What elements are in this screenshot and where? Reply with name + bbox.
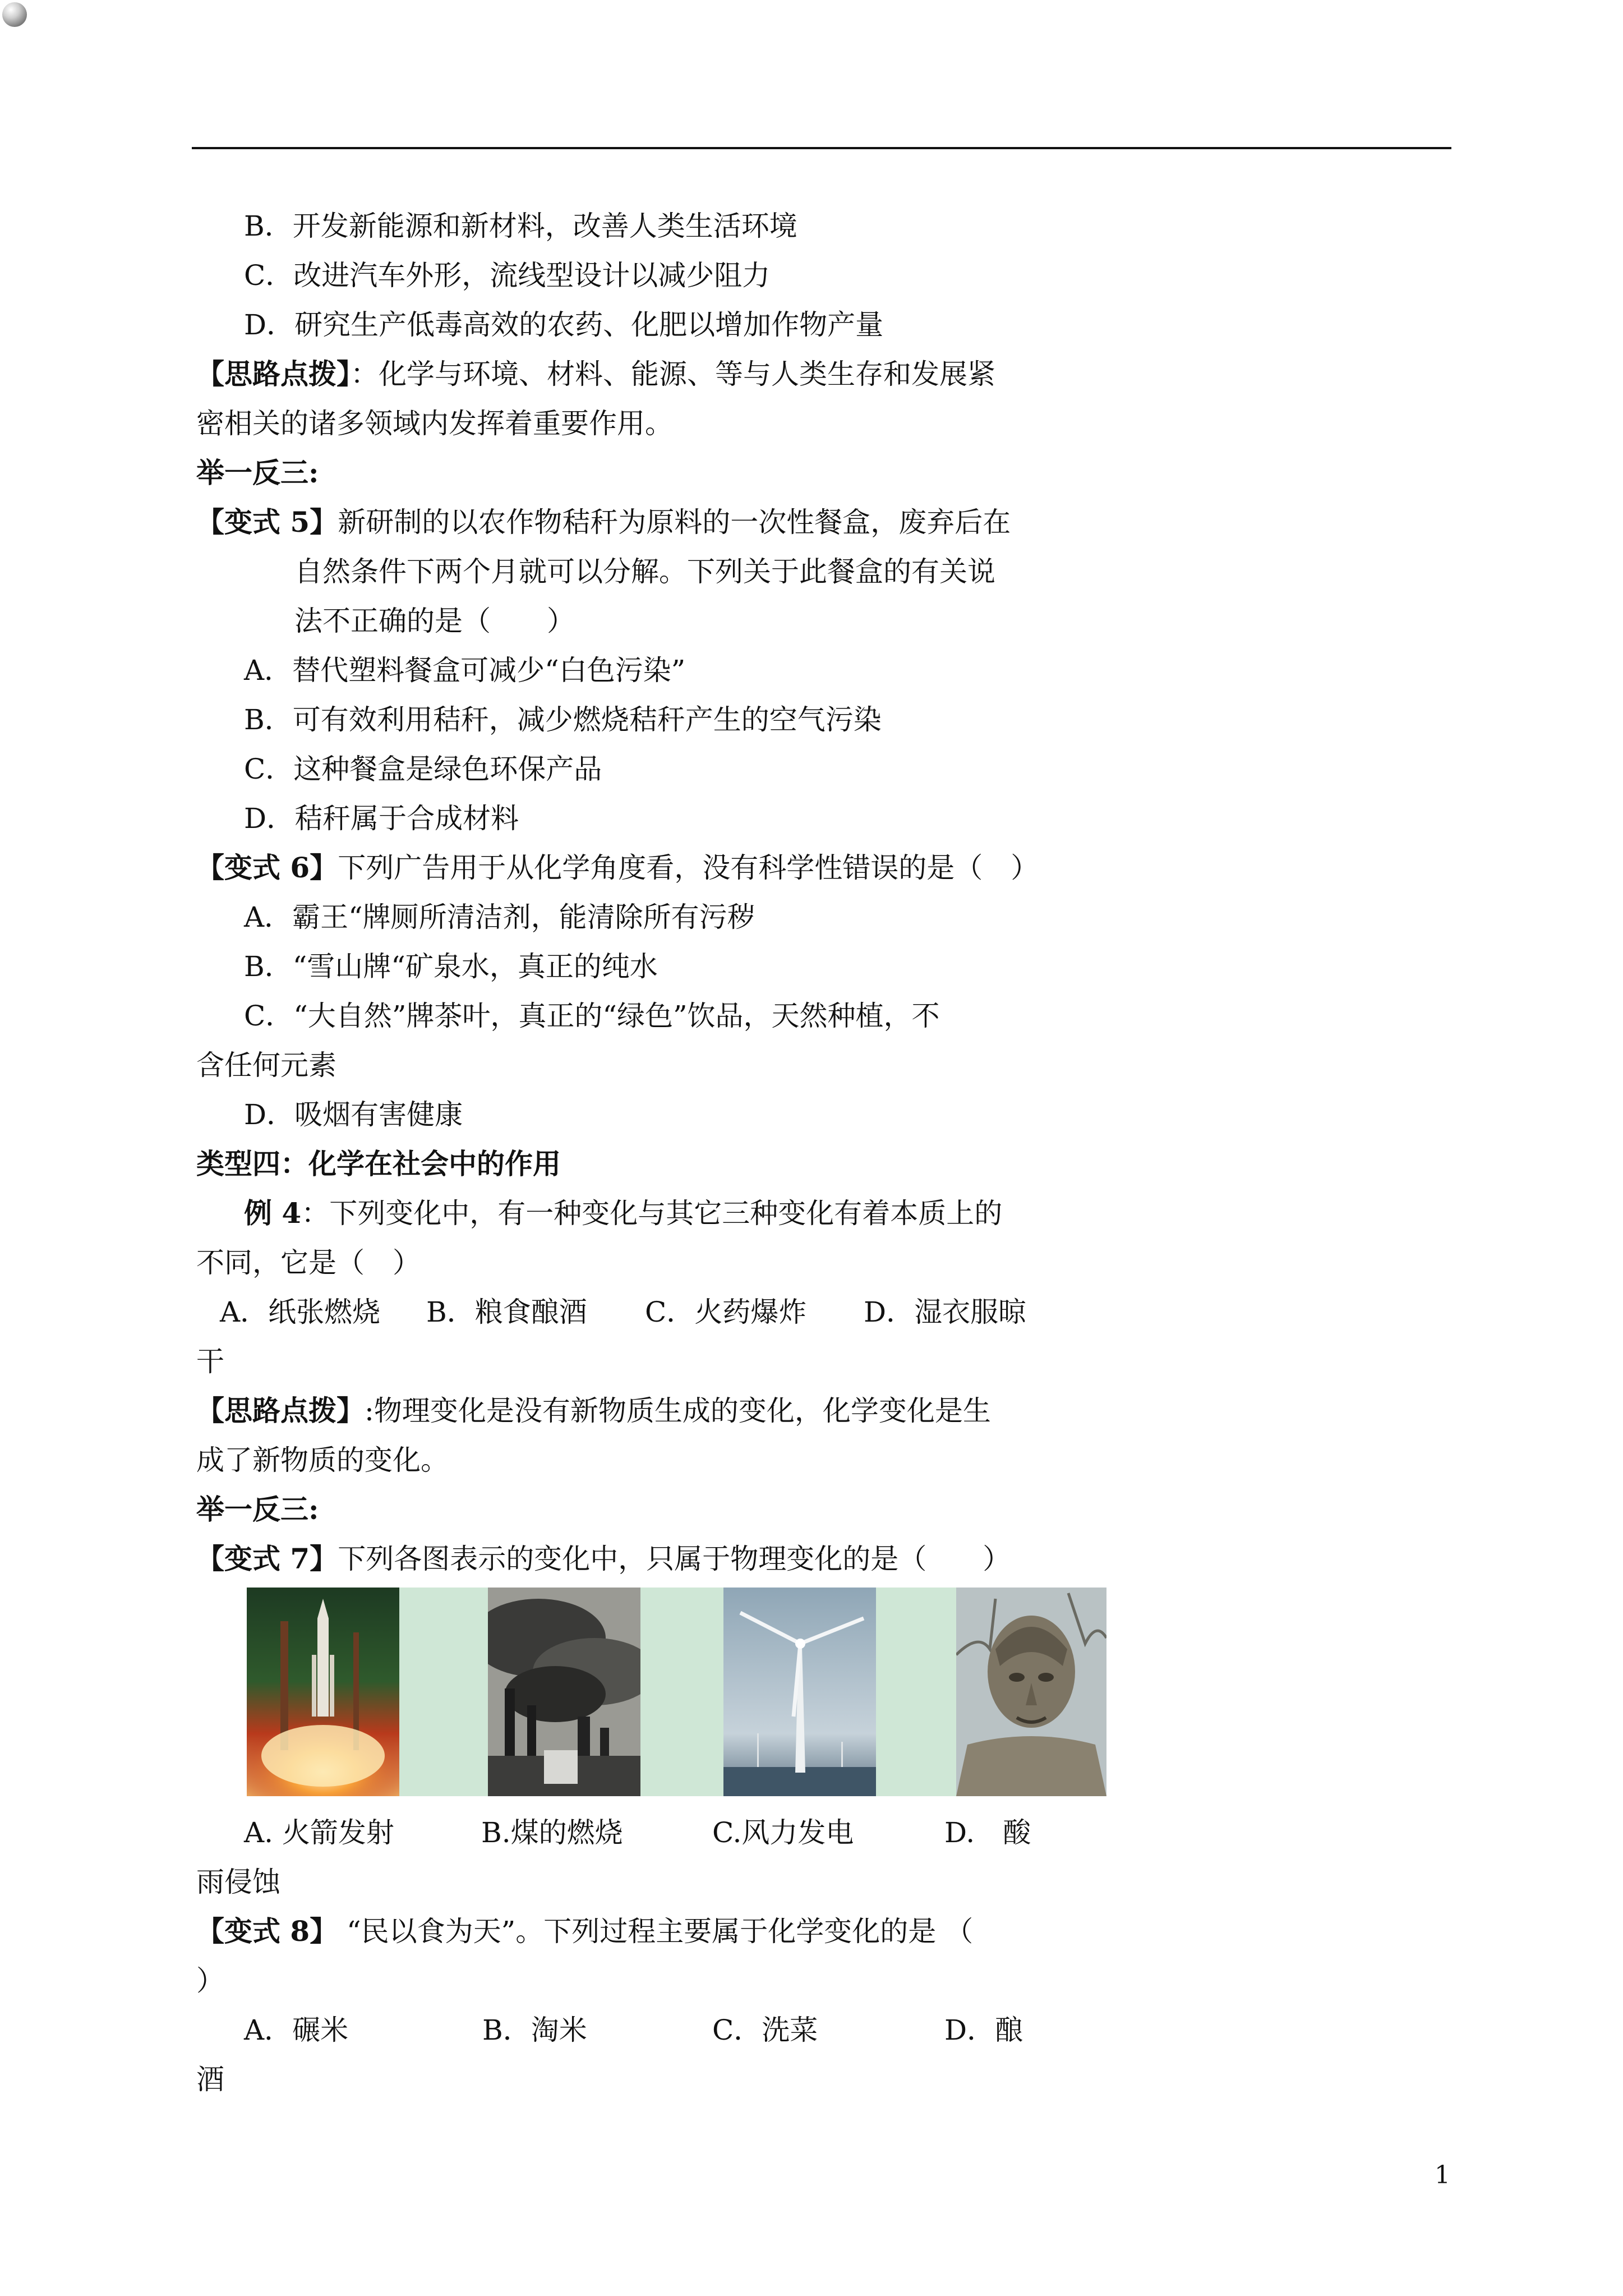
hint-text-2: :物理变化是没有新物质生成的变化，化学变化是生 xyxy=(365,1395,991,1427)
variant-6-option-c-continuation: 含任何元素 xyxy=(196,1049,336,1082)
hint-text: ：化学与环境、材料、能源、等与人类生存和发展紧 xyxy=(351,358,995,390)
variant-8-continuation: ） xyxy=(196,1964,224,1997)
header-rule xyxy=(192,147,1451,149)
variant-8-option-d: D．酿 xyxy=(944,2014,1023,2046)
variant-5-continuation-2: 法不正确的是（ ） xyxy=(294,605,575,637)
option-b-line: B．开发新能源和新材料，改善人类生活环境 xyxy=(244,210,797,242)
variant-7-option-d-continuation: 雨侵蚀 xyxy=(196,1866,280,1898)
hint-paragraph xyxy=(196,355,995,394)
variant-6-option-c: C．“大自然”牌茶叶，真正的“绿色”饮品，天然种植，不 xyxy=(244,1000,940,1032)
variant-8-option-b: B．淘米 xyxy=(482,2014,587,2046)
acid-rain-statue-photo xyxy=(956,1588,1106,1796)
example-4-continuation: 不同，它是（ ） xyxy=(196,1246,421,1279)
rocket-launch-photo xyxy=(247,1588,399,1796)
variant-5-continuation: 自然条件下两个月就可以分解。下列关于此餐盒的有关说 xyxy=(294,555,995,588)
example-4-option-c: C．火药爆炸 xyxy=(645,1296,807,1328)
variant-6-option-b: B．“雪山牌“矿泉水，真正的纯水 xyxy=(244,950,658,983)
variant-7-option-a: A. 火箭发射 xyxy=(244,1816,394,1849)
variant-8-option-a: A．碾米 xyxy=(244,2014,349,2046)
section-heading-type-4: 类型四：化学在社会中的作用 xyxy=(196,1147,561,1180)
variant-5-option-c: C．这种餐盒是绿色环保产品 xyxy=(244,753,602,785)
variant-7-option-d: D. 酸 xyxy=(944,1816,1031,1849)
variant-8-label: 【变式 8】 xyxy=(196,1915,338,1948)
page-number: 1 xyxy=(1435,2161,1450,2189)
variant-6-option-a: A．霸王“牌厕所清洁剂，能清除所有污秽 xyxy=(244,901,755,933)
hint-paragraph-2 xyxy=(196,1391,991,1430)
variant-6-question xyxy=(196,848,1039,887)
variant-7-text: 下列各图表示的变化中，只属于物理变化的是（ ） xyxy=(338,1543,1011,1575)
variant-5-text: 新研制的以农作物秸秆为原料的一次性餐盒，废弃后在 xyxy=(338,506,1011,539)
variant-7-option-c: C.风力发电 xyxy=(712,1816,854,1849)
example-4-label: 例 4 xyxy=(244,1197,302,1230)
variant-6-option-d: D．吸烟有害健康 xyxy=(244,1098,463,1131)
hint-continuation-2: 成了新物质的变化。 xyxy=(196,1444,449,1476)
example-4-text: ：下列变化中，有一种变化与其它三种变化有着本质上的 xyxy=(301,1197,1003,1230)
example-4-question xyxy=(244,1194,1002,1233)
bullet-decoration xyxy=(2,2,27,27)
variant-5-label: 【变式 5】 xyxy=(196,505,338,539)
option-c-line: C．改进汽车外形，流线型设计以减少阻力 xyxy=(244,259,771,292)
option-d-line: D．研究生产低毒高效的农药、化肥以增加作物产量 xyxy=(244,309,884,341)
example-4-option-d-continuation: 干 xyxy=(196,1345,224,1378)
example-4-option-a: A．纸张燃烧 xyxy=(220,1296,381,1328)
hint-label-2: 【思路点拨】 xyxy=(196,1394,365,1427)
example-4-option-d: D．湿衣服晾 xyxy=(864,1296,1027,1328)
variant-8-option-c: C．洗菜 xyxy=(712,2014,818,2046)
hint-label: 【思路点拨】 xyxy=(196,357,351,390)
variant-6-text: 下列广告用于从化学角度看，没有科学性错误的是（ ） xyxy=(338,852,1039,884)
variant-5-option-a: A．替代塑料餐盒可减少“白色污染” xyxy=(244,654,686,687)
practice-heading-2: 举一反三: xyxy=(196,1493,319,1526)
variant-8-text: “民以食为天”。下列过程主要属于化学变化的是 （ xyxy=(338,1915,974,1948)
coal-burning-photo xyxy=(488,1588,640,1796)
variant-7-image-strip xyxy=(247,1588,1106,1796)
variant-5-option-b: B．可有效利用秸秆，减少燃烧秸秆产生的空气污染 xyxy=(244,703,882,736)
variant-8-option-d-continuation: 酒 xyxy=(196,2063,224,2096)
variant-5-option-d: D．秸秆属于合成材料 xyxy=(244,802,519,835)
hint-continuation: 密相关的诸多领域内发挥着重要作用。 xyxy=(196,407,673,440)
practice-heading: 举一反三: xyxy=(196,456,319,489)
variant-8-question xyxy=(196,1912,973,1951)
example-4-option-b: B．粮食酿酒 xyxy=(426,1296,587,1328)
variant-7-option-b: B.煤的燃烧 xyxy=(481,1816,623,1849)
variant-7-question xyxy=(196,1539,1011,1579)
variant-6-label: 【变式 6】 xyxy=(196,851,338,884)
wind-power-photo xyxy=(723,1588,876,1796)
variant-5-question xyxy=(196,503,1011,542)
variant-7-label: 【变式 7】 xyxy=(196,1542,338,1575)
